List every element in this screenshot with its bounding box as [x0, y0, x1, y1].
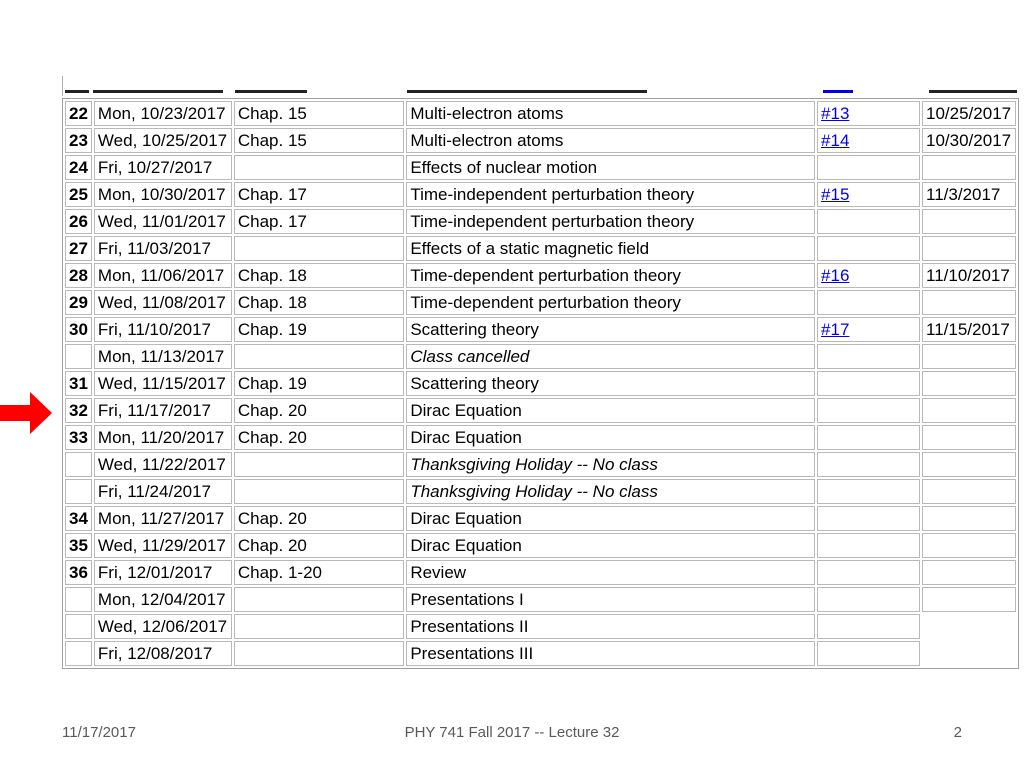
lecture-number-cell: 32	[65, 398, 92, 423]
page-number: 2	[953, 724, 962, 741]
due-date-cell	[922, 452, 1016, 477]
homework-cell	[817, 425, 920, 450]
homework-link[interactable]: #16	[821, 266, 850, 285]
chapter-cell: Chap. 15	[234, 101, 404, 126]
lecture-number-cell: 34	[65, 506, 92, 531]
lecture-number-cell: 35	[65, 533, 92, 558]
topic-cell: Scattering theory	[406, 317, 815, 342]
topic-cell: Thanksgiving Holiday -- No class	[406, 452, 815, 477]
lecture-number-cell: 23	[65, 128, 92, 153]
homework-cell	[817, 290, 920, 315]
homework-cell	[817, 587, 920, 612]
lecture-number-cell: 36	[65, 560, 92, 585]
topic-cell: Review	[406, 560, 815, 585]
chapter-cell: Chap. 18	[234, 263, 404, 288]
table-row	[65, 479, 1016, 504]
homework-cell	[817, 479, 920, 504]
cut-off-row-fragment	[407, 82, 647, 93]
cut-off-row-fragment	[929, 82, 1017, 93]
due-date-cell	[922, 479, 1016, 504]
table-row	[65, 236, 1016, 261]
topic-cell: Multi-electron atoms	[406, 101, 815, 126]
lecture-number-cell: 24	[65, 155, 92, 180]
topic-cell: Thanksgiving Holiday -- No class	[406, 479, 815, 504]
date-cell: Mon, 10/23/2017	[94, 101, 232, 126]
cut-off-row-fragment	[93, 82, 223, 93]
lecture-number-cell	[65, 479, 92, 504]
topic-cell: Dirac Equation	[406, 506, 815, 531]
topic-cell: Dirac Equation	[406, 398, 815, 423]
schedule-table-container	[62, 76, 1019, 670]
homework-cell	[817, 344, 920, 369]
date-cell: Wed, 11/22/2017	[94, 452, 232, 477]
table-row	[65, 452, 1016, 477]
due-date-cell	[922, 236, 1016, 261]
homework-link[interactable]: #17	[821, 320, 850, 339]
date-cell: Fri, 11/03/2017	[94, 236, 232, 261]
due-date-cell	[922, 155, 1016, 180]
footer-date: 11/17/2017	[62, 724, 136, 741]
topic-cell: Effects of nuclear motion	[406, 155, 815, 180]
homework-cell	[817, 371, 920, 396]
chapter-cell: Chap. 1-20	[234, 560, 404, 585]
due-date-cell	[922, 425, 1016, 450]
homework-cell	[817, 182, 920, 207]
date-cell: Fri, 11/24/2017	[94, 479, 232, 504]
table-row	[65, 263, 1016, 288]
date-cell: Mon, 11/27/2017	[94, 506, 232, 531]
due-date-cell	[922, 506, 1016, 531]
homework-cell	[817, 101, 920, 126]
lecture-number-cell: 30	[65, 317, 92, 342]
table-row	[65, 290, 1016, 315]
due-date-cell	[922, 614, 1016, 639]
homework-cell	[817, 263, 920, 288]
table-row	[65, 425, 1016, 450]
date-cell: Wed, 11/15/2017	[94, 371, 232, 396]
lecture-number-cell: 33	[65, 425, 92, 450]
cut-off-row-fragment	[823, 82, 853, 93]
due-date-cell: 11/15/2017	[922, 317, 1016, 342]
date-cell: Wed, 11/08/2017	[94, 290, 232, 315]
topic-cell: Presentations III	[406, 641, 815, 666]
date-cell: Fri, 12/01/2017	[94, 560, 232, 585]
topic-cell: Time-dependent perturbation theory	[406, 263, 815, 288]
date-cell: Fri, 11/10/2017	[94, 317, 232, 342]
chapter-cell: Chap. 19	[234, 317, 404, 342]
lecture-number-cell: 25	[65, 182, 92, 207]
chapter-cell: Chap. 20	[234, 425, 404, 450]
lecture-number-cell	[65, 641, 92, 666]
date-cell: Fri, 12/08/2017	[94, 641, 232, 666]
date-cell: Wed, 11/01/2017	[94, 209, 232, 234]
footer-title: PHY 741 Fall 2017 -- Lecture 32	[404, 724, 620, 741]
homework-cell	[817, 641, 920, 666]
table-row	[65, 101, 1016, 126]
chapter-cell	[234, 155, 404, 180]
topic-cell: Time-dependent perturbation theory	[406, 290, 815, 315]
homework-cell	[817, 209, 920, 234]
topic-cell: Multi-electron atoms	[406, 128, 815, 153]
current-lecture-arrow-icon	[0, 392, 52, 434]
homework-link[interactable]: #15	[821, 185, 850, 204]
lecture-number-cell: 31	[65, 371, 92, 396]
topic-cell: Time-independent perturbation theory	[406, 209, 815, 234]
table-row	[65, 182, 1016, 207]
table-row	[65, 344, 1016, 369]
topic-cell: Effects of a static magnetic field	[406, 236, 815, 261]
topic-cell: Dirac Equation	[406, 425, 815, 450]
due-date-cell: 10/30/2017	[922, 128, 1016, 153]
chapter-cell: Chap. 17	[234, 209, 404, 234]
chapter-cell	[234, 236, 404, 261]
date-cell: Mon, 12/04/2017	[94, 587, 232, 612]
lecture-number-cell: 22	[65, 101, 92, 126]
due-date-cell	[922, 290, 1016, 315]
chapter-cell	[234, 614, 404, 639]
cut-off-row	[62, 76, 1019, 96]
topic-cell: Class cancelled	[406, 344, 815, 369]
homework-cell	[817, 506, 920, 531]
due-date-cell	[922, 587, 1016, 612]
lecture-number-cell: 26	[65, 209, 92, 234]
due-date-cell: 11/10/2017	[922, 263, 1016, 288]
homework-cell	[817, 236, 920, 261]
chapter-cell: Chap. 20	[234, 398, 404, 423]
due-date-cell	[922, 641, 1016, 666]
date-cell: Wed, 11/29/2017	[94, 533, 232, 558]
homework-cell	[817, 533, 920, 558]
date-cell: Wed, 12/06/2017	[94, 614, 232, 639]
table-row	[65, 560, 1016, 585]
cut-off-row-fragment	[235, 82, 307, 93]
lecture-number-cell	[65, 452, 92, 477]
lecture-number-cell	[65, 587, 92, 612]
homework-link[interactable]: #13	[821, 104, 850, 123]
homework-link[interactable]: #14	[821, 131, 850, 150]
lecture-number-cell: 29	[65, 290, 92, 315]
homework-cell	[817, 560, 920, 585]
due-date-cell	[922, 560, 1016, 585]
schedule-body	[65, 101, 1016, 666]
date-cell: Mon, 11/13/2017	[94, 344, 232, 369]
topic-cell: Presentations II	[406, 614, 815, 639]
chapter-cell	[234, 587, 404, 612]
table-row	[65, 128, 1016, 153]
date-cell: Wed, 10/25/2017	[94, 128, 232, 153]
chapter-cell	[234, 452, 404, 477]
table-row	[65, 506, 1016, 531]
chapter-cell: Chap. 20	[234, 506, 404, 531]
homework-cell	[817, 128, 920, 153]
chapter-cell	[234, 344, 404, 369]
homework-cell	[817, 317, 920, 342]
date-cell: Mon, 11/20/2017	[94, 425, 232, 450]
homework-cell	[817, 614, 920, 639]
due-date-cell	[922, 209, 1016, 234]
lecture-number-cell: 28	[65, 263, 92, 288]
chapter-cell: Chap. 17	[234, 182, 404, 207]
table-row	[65, 371, 1016, 396]
due-date-cell	[922, 344, 1016, 369]
due-date-cell	[922, 371, 1016, 396]
topic-cell: Dirac Equation	[406, 533, 815, 558]
table-row	[65, 317, 1016, 342]
date-cell: Mon, 10/30/2017	[94, 182, 232, 207]
table-row	[65, 533, 1016, 558]
homework-cell	[817, 452, 920, 477]
chapter-cell: Chap. 20	[234, 533, 404, 558]
topic-cell: Presentations I	[406, 587, 815, 612]
due-date-cell: 11/3/2017	[922, 182, 1016, 207]
homework-cell	[817, 398, 920, 423]
table-row	[65, 209, 1016, 234]
table-row	[65, 587, 1016, 612]
table-row	[65, 614, 1016, 639]
chapter-cell: Chap. 15	[234, 128, 404, 153]
topic-cell: Time-independent perturbation theory	[406, 182, 815, 207]
cut-off-row-fragment	[65, 82, 89, 93]
lecture-number-cell: 27	[65, 236, 92, 261]
lecture-number-cell	[65, 614, 92, 639]
due-date-cell	[922, 398, 1016, 423]
date-cell: Mon, 11/06/2017	[94, 263, 232, 288]
date-cell: Fri, 10/27/2017	[94, 155, 232, 180]
table-row	[65, 641, 1016, 666]
table-row	[65, 398, 1016, 423]
chapter-cell	[234, 479, 404, 504]
lecture-number-cell	[65, 344, 92, 369]
table-row	[65, 155, 1016, 180]
topic-cell: Scattering theory	[406, 371, 815, 396]
lecture-schedule-table	[62, 98, 1019, 669]
due-date-cell: 10/25/2017	[922, 101, 1016, 126]
chapter-cell	[234, 641, 404, 666]
chapter-cell: Chap. 18	[234, 290, 404, 315]
chapter-cell: Chap. 19	[234, 371, 404, 396]
due-date-cell	[922, 533, 1016, 558]
homework-cell	[817, 155, 920, 180]
date-cell: Fri, 11/17/2017	[94, 398, 232, 423]
